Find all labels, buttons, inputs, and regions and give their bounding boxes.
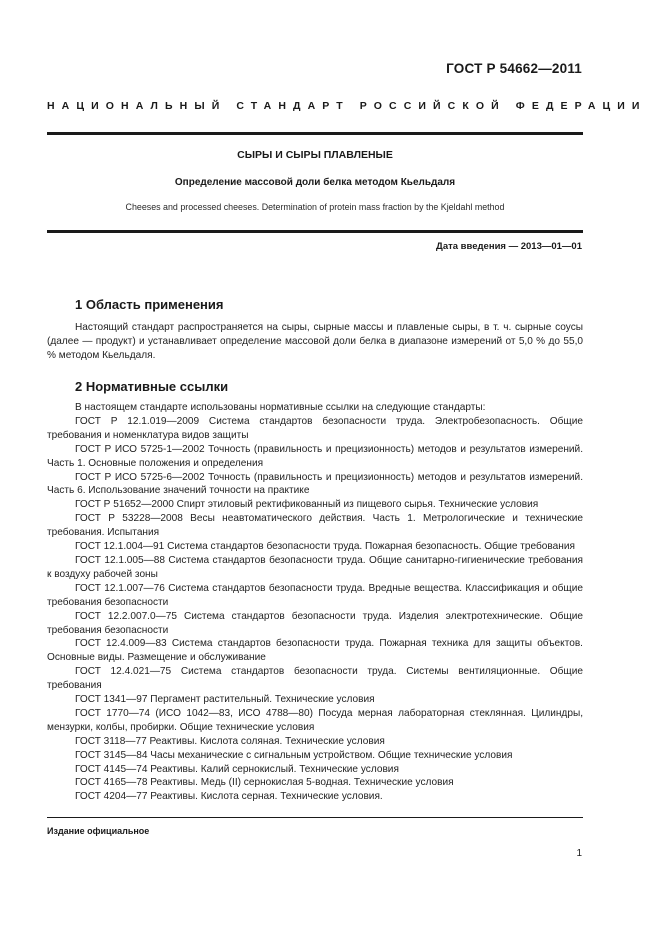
reference-item: ГОСТ Р ИСО 5725-6—2002 Точность (правильность и прецизионность) методов и результатов измерений. Часть 6. Использование значений точности на практике <box>47 471 583 497</box>
section-heading-scope: 1 Область применения <box>75 297 224 312</box>
reference-item: ГОСТ Р ИСО 5725-1—2002 Точность (правильность и прецизионность) методов и результатов измерений. Часть 1. Основные положения и определения <box>47 443 583 469</box>
document-title: СЫРЫ И СЫРЫ ПЛАВЛЕНЫЕ <box>237 149 393 161</box>
official-edition-label: Издание официальное <box>47 826 150 836</box>
reference-item: ГОСТ Р 51652—2000 Спирт этиловый ректификованный из пищевого сырья. Технические условия <box>75 499 539 511</box>
document-subtitle: Определение массовой доли белка методом Кьельдаля <box>174 177 456 188</box>
reference-item: ГОСТ 12.2.007.0—75 Система стандартов безопасности труда. Изделия электротехнические. Общие требования безопасности <box>47 610 583 636</box>
reference-item: ГОСТ 12.1.005—88 Система стандартов безопасности труда. Общие санитарно-гигиенические требования к воздуху рабочей зоны <box>47 554 583 580</box>
footer-divider <box>47 817 583 818</box>
reference-item: ГОСТ 3145—84 Часы механические с сигнальным устройством. Общие технические условия <box>75 749 513 761</box>
reference-item: ГОСТ 1341—97 Пергамент растительный. Технические условия <box>75 694 375 706</box>
paragraph: Настоящий стандарт распространяется на сыры, сырные массы и плавленые сыры, в т. ч. сырные соусы (далее — продукт) и устанавливает определение массовой доли белка в диапазоне измерений от 5,0 % до 55,0 % методом Кьельдаля. <box>47 322 583 361</box>
reference-item: ГОСТ Р 12.1.019—2009 Система стандартов безопасности труда. Электробезопасность. Общие требования и номенклатура видов защиты <box>47 415 583 441</box>
document-code: ГОСТ Р 54662—2011 <box>446 61 582 76</box>
english-title: Cheeses and processed cheeses. Determination of protein mass fraction by the Kjeldahl method <box>125 202 505 212</box>
introduction-date: Дата введения — 2013—01—01 <box>436 241 582 252</box>
reference-item: ГОСТ 12.1.004—91 Система стандартов безопасности труда. Пожарная безопасность. Общие требования <box>75 541 575 553</box>
top-divider <box>47 132 583 135</box>
page-number: 1 <box>576 848 582 859</box>
reference-item: ГОСТ 4165—78 Реактивы. Медь (II) сернокислая 5-водная. Технические условия <box>75 777 454 789</box>
section-body-references <box>47 401 583 804</box>
national-standard-label: НАЦИОНАЛЬНЫЙ СТАНДАРТ РОССИЙСКОЙ ФЕДЕРАЦИИ <box>47 100 647 112</box>
section-body-scope <box>47 321 583 363</box>
paragraph: В настоящем стандарте использованы нормативные ссылки на следующие стандарты: <box>75 402 486 413</box>
reference-item: ГОСТ 12.1.007—76 Система стандартов безопасности труда. Вредные вещества. Классификация и общие требования безопасности <box>47 582 583 608</box>
reference-item: ГОСТ 4204—77 Реактивы. Кислота серная. Технические условия. <box>75 791 383 803</box>
reference-item: ГОСТ 4145—74 Реактивы. Калий сернокислый. Технические условия <box>75 763 399 775</box>
reference-item: ГОСТ 12.4.009—83 Система стандартов безопасности труда. Пожарная техника для защиты объектов. Основные виды. Размещение и обслуживание <box>47 638 583 664</box>
title-divider <box>47 230 583 233</box>
reference-item: ГОСТ Р 53228—2008 Весы неавтоматического действия. Часть 1. Метрологические и технические требования. Испытания <box>47 513 583 539</box>
section-heading-references: 2 Нормативные ссылки <box>75 379 229 394</box>
reference-item: ГОСТ 3118—77 Реактивы. Кислота соляная. Технические условия <box>75 735 385 747</box>
reference-item: ГОСТ 12.4.021—75 Система стандартов безопасности труда. Системы вентиляционные. Общие требования <box>47 666 583 692</box>
reference-item: ГОСТ 1770—74 (ИСО 1042—83, ИСО 4788—80) Посуда мерная лабораторная стеклянная. Цилиндры, мензурки, колбы, пробирки. Общие технические условия <box>47 707 583 733</box>
